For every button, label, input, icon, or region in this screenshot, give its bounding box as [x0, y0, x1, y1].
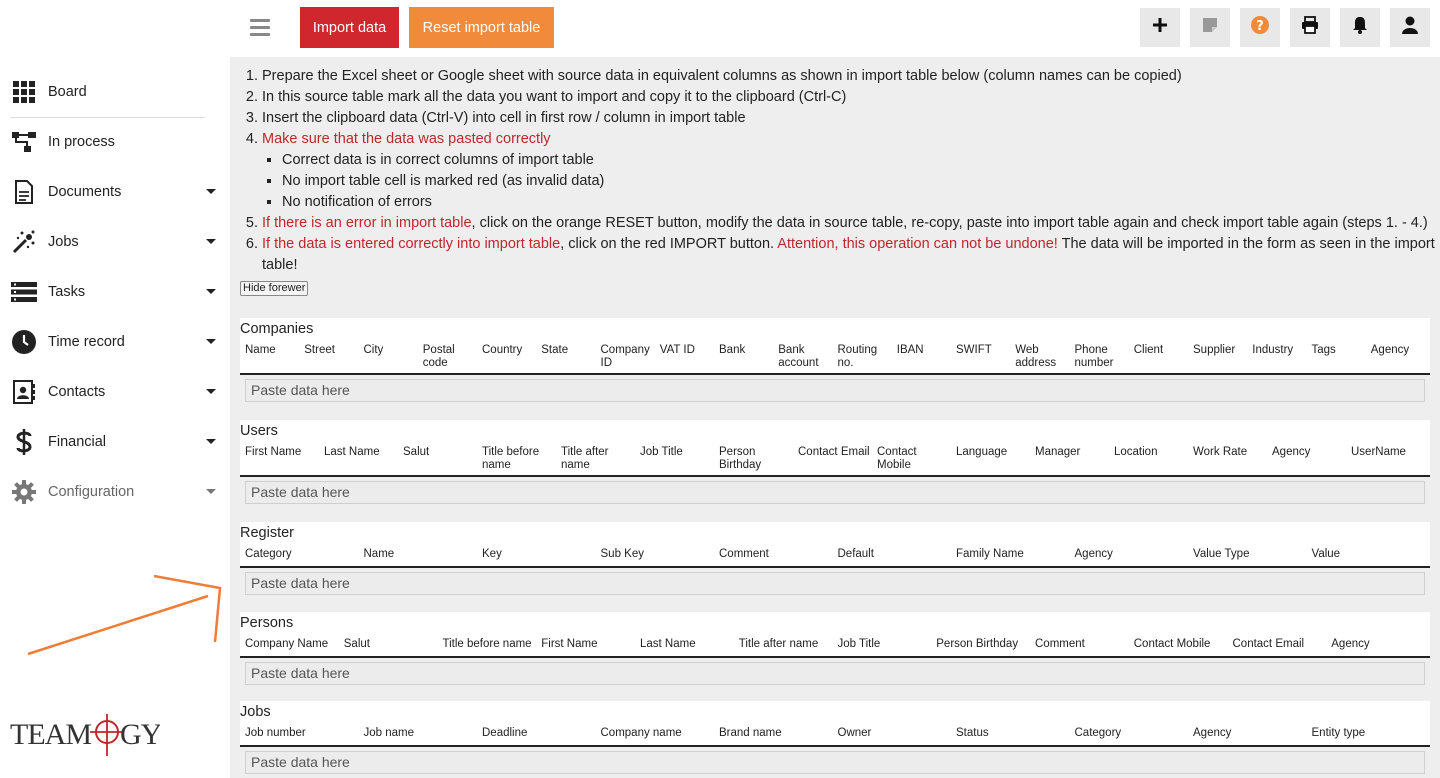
users-section: [240, 420, 1430, 504]
svg-text:?: ?: [1256, 19, 1264, 34]
column-header: Industry: [1252, 344, 1294, 356]
users-paste-input[interactable]: Paste data here: [245, 481, 1425, 504]
column-header: Title before name: [482, 446, 540, 471]
persons-columns: [240, 634, 1430, 658]
column-header: Contact Email: [798, 446, 870, 458]
instruction-step-4-text: Make sure that the data was pasted correctly: [262, 131, 551, 147]
instruction-step-1: 1. Prepare the Excel sheet or Google sheet with source data in equivalent columns as shown in import table below (column names can be copied): [262, 66, 1435, 87]
column-header: SWIFT: [956, 344, 992, 356]
instruction-step-4: [262, 129, 1435, 213]
magic-icon: [11, 229, 37, 255]
column-header: Company Name: [245, 638, 329, 650]
jobs-columns: [240, 723, 1430, 747]
column-header: Agency: [1272, 446, 1311, 458]
sidebar-item-tasks[interactable]: [0, 267, 230, 317]
sidebar-item-time-record[interactable]: [0, 317, 230, 367]
logo: [10, 708, 160, 768]
column-header: Family Name: [956, 548, 1024, 560]
column-header: Web address: [1015, 344, 1057, 369]
column-header: Job Title: [640, 446, 683, 458]
instruction-bullet: ▪ No notification of errors: [282, 192, 1435, 213]
column-header: Owner: [837, 727, 872, 739]
clock-icon: [11, 329, 37, 355]
user-profile-button[interactable]: [1390, 8, 1430, 47]
sidebar-item-board[interactable]: [0, 67, 230, 117]
instruction-text: , click on the orange RESET button, modify the data in source table, re-copy, paste into import table again and check import table again (steps 1. - 4.): [471, 215, 1428, 231]
instruction-step-2: 2. In this source table mark all the data you want to import and copy it to the clipboard (Ctrl-C): [262, 87, 1435, 108]
column-header: First Name: [245, 446, 302, 458]
import-data-button[interactable]: Import data: [300, 7, 399, 48]
column-header: Bank account: [778, 344, 819, 369]
chevron-down-icon[interactable]: [206, 489, 216, 494]
column-header: Manager: [1035, 446, 1081, 458]
sidebar-item-label: Contacts: [48, 384, 106, 400]
user-icon: [1402, 16, 1418, 39]
register-paste-input[interactable]: Paste data here: [245, 572, 1425, 595]
column-header: Postal code: [422, 344, 455, 369]
chevron-down-icon[interactable]: [206, 389, 216, 394]
column-header: Contact Mobile: [877, 446, 917, 471]
section-title: Companies: [240, 318, 1430, 340]
column-header: IBAN: [896, 344, 924, 356]
print-button[interactable]: [1290, 8, 1330, 47]
column-header: Client: [1133, 344, 1164, 356]
sidebar-item-label: In process: [48, 134, 115, 150]
instruction-warning-text: If the data is entered correctly into import table: [262, 236, 561, 252]
persons-section: [240, 612, 1430, 685]
sidebar-item-label: Documents: [48, 184, 122, 200]
column-header: Title before name: [442, 638, 532, 650]
tasks-icon: [11, 279, 37, 305]
sidebar-item-label: Jobs: [48, 234, 79, 250]
register-section: [240, 522, 1430, 595]
instruction-warning-text: If there is an error in import table: [262, 215, 472, 231]
column-header: Contact Email: [1232, 638, 1305, 650]
column-header: Work Rate: [1193, 446, 1248, 458]
divider: [10, 117, 205, 118]
sidebar-item-label: Time record: [48, 334, 125, 350]
column-header: Company ID: [600, 344, 650, 369]
chevron-down-icon[interactable]: [206, 289, 216, 294]
note-icon: [1202, 17, 1218, 38]
companies-section: [240, 318, 1430, 402]
column-header: Salut: [403, 446, 430, 458]
companies-columns: [240, 340, 1430, 375]
sidebar-item-jobs[interactable]: [0, 217, 230, 267]
sidebar-item-label: Configuration: [48, 484, 135, 500]
instruction-step-6: [262, 234, 1435, 276]
column-header: Deadline: [482, 727, 528, 739]
column-header: Bank: [719, 344, 746, 356]
column-header: Street: [304, 344, 335, 356]
column-header: Phone number: [1074, 344, 1114, 369]
column-header: Contact Mobile: [1133, 638, 1211, 650]
column-header: Person Birthday: [936, 638, 1019, 650]
grid-icon: [11, 79, 37, 105]
column-header: State: [541, 344, 569, 356]
add-button[interactable]: [1140, 8, 1180, 47]
bell-icon: [1352, 16, 1368, 39]
sidebar: [0, 0, 230, 778]
sidebar-item-documents[interactable]: [0, 167, 230, 217]
column-header: Value: [1311, 548, 1341, 560]
column-header: Brand name: [719, 727, 782, 739]
section-title: Users: [240, 420, 1430, 442]
instruction-step-3: 3. Insert the clipboard data (Ctrl-V) into cell in first row / column in import table: [262, 108, 1435, 129]
help-icon: [1251, 16, 1269, 39]
chevron-down-icon[interactable]: [206, 189, 216, 194]
column-header: Language: [956, 446, 1008, 458]
notes-button[interactable]: [1190, 8, 1230, 47]
print-icon: [1301, 16, 1319, 39]
column-header: Title after name: [561, 446, 609, 471]
jobs-section: [240, 701, 1430, 774]
sidebar-item-financial[interactable]: [0, 417, 230, 467]
column-header: Name: [245, 344, 276, 356]
section-title: Jobs: [240, 701, 1430, 723]
instruction-bullet: ▪ Correct data is in correct columns of import table: [282, 150, 1435, 171]
sidebar-item-in-process[interactable]: [0, 117, 230, 167]
instruction-bullet: ▪ No import table cell is marked red (as invalid data): [282, 171, 1435, 192]
column-header: UserName: [1351, 446, 1406, 458]
column-header: VAT ID: [659, 344, 695, 356]
column-header: Status: [956, 727, 989, 739]
gear-icon: [11, 479, 37, 505]
workflow-icon: [11, 129, 37, 155]
instruction-text: The data will be imported in the form as seen in the import table!: [262, 236, 1435, 273]
column-header: Country: [482, 344, 523, 356]
column-header: Agency: [1074, 548, 1113, 560]
column-header: Last Name: [640, 638, 696, 650]
column-header: City: [363, 344, 384, 356]
sidebar-nav: [0, 67, 230, 517]
column-header: Title after name: [738, 638, 819, 650]
help-button[interactable]: [1240, 8, 1280, 47]
column-header: Job Title: [837, 638, 881, 650]
sidebar-item-contacts[interactable]: [0, 367, 230, 417]
arrow-annotation-icon: [20, 570, 225, 660]
column-header: Category: [1074, 727, 1122, 739]
column-header: Supplier: [1193, 344, 1236, 356]
column-header: Comment: [719, 548, 769, 560]
column-header: First Name: [541, 638, 598, 650]
svg-text:TEAM: TEAM: [10, 718, 91, 751]
chevron-down-icon[interactable]: [206, 339, 216, 344]
column-header: Agency: [1193, 727, 1232, 739]
column-header: Last Name: [324, 446, 380, 458]
sidebar-item-configuration[interactable]: [0, 467, 230, 517]
instruction-text: , click on the red IMPORT button.: [560, 236, 778, 252]
section-title: Persons: [240, 612, 1430, 634]
jobs-paste-input[interactable]: Paste data here: [245, 751, 1425, 774]
contacts-icon: [11, 379, 37, 405]
column-header: Comment: [1035, 638, 1085, 650]
column-header: Person Birthday: [719, 446, 762, 471]
register-columns: [240, 544, 1430, 568]
svg-text:GY: GY: [120, 718, 160, 751]
dollar-icon: [11, 429, 37, 455]
column-header: Sub Key: [600, 548, 644, 560]
section-title: Register: [240, 522, 1430, 544]
sidebar-item-label: Tasks: [48, 284, 86, 300]
column-header: Salut: [343, 638, 370, 650]
plus-icon: [1152, 17, 1168, 38]
notifications-button[interactable]: [1340, 8, 1380, 47]
column-header: Tags: [1311, 344, 1336, 356]
sidebar-item-label: Financial: [48, 434, 107, 450]
column-header: Company name: [600, 727, 682, 739]
column-header: Key: [482, 548, 502, 560]
instructions: [240, 66, 1435, 276]
menu-toggle-icon[interactable]: [250, 19, 270, 37]
users-columns: [240, 442, 1430, 477]
column-header: Location: [1114, 446, 1158, 458]
instruction-warning-text: Attention, this operation can not be undone!: [777, 236, 1058, 252]
column-header: Agency: [1370, 344, 1410, 356]
column-header: Value Type: [1193, 548, 1250, 560]
reset-import-table-button[interactable]: Reset import table: [409, 7, 554, 48]
persons-paste-input[interactable]: Paste data here: [245, 662, 1425, 685]
column-header: Job name: [363, 727, 415, 739]
instruction-step-5: [262, 213, 1435, 234]
document-icon: [11, 179, 37, 205]
column-header: Job number: [245, 727, 306, 739]
column-header: Routing no.: [837, 344, 878, 369]
column-header: Agency: [1331, 638, 1370, 650]
column-header: Category: [245, 548, 292, 560]
chevron-down-icon[interactable]: [206, 439, 216, 444]
chevron-down-icon[interactable]: [206, 239, 216, 244]
import-panel: [230, 57, 1440, 778]
column-header: Name: [363, 548, 395, 560]
instruction-steps: [240, 66, 1435, 276]
instruction-step-4-bullets: [262, 150, 1435, 213]
hide-forever-button[interactable]: Hide forewer: [240, 281, 308, 296]
companies-paste-input[interactable]: Paste data here: [245, 379, 1425, 402]
sidebar-item-label: Board: [48, 84, 87, 100]
column-header: Default: [837, 548, 874, 560]
column-header: Entity type: [1311, 727, 1366, 739]
